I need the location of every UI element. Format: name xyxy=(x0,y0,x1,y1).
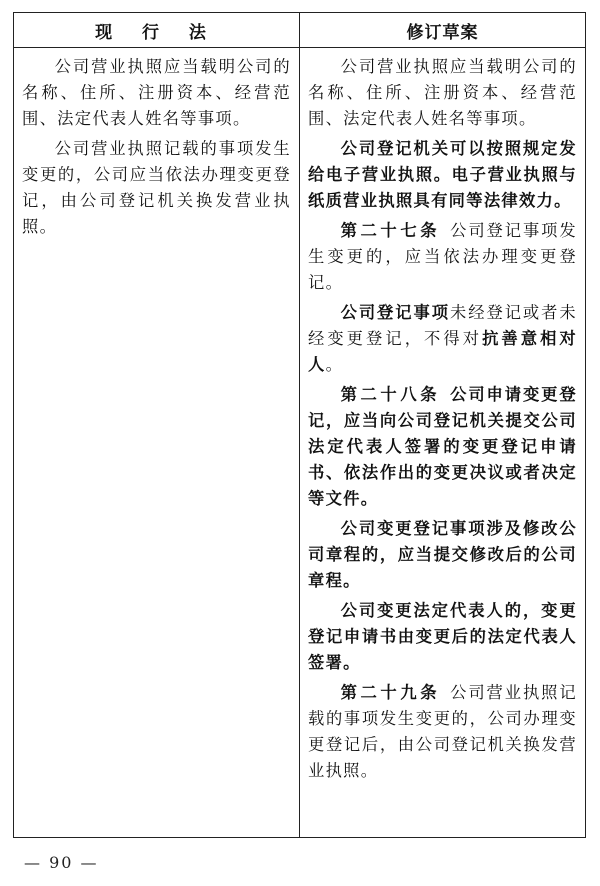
draft-paragraph: 公司营业执照应当载明公司的名称、住所、注册资本、经营范围、法定代表人姓名等事项。 xyxy=(308,57,577,128)
current-law-paragraph: 公司营业执照记载的事项发生变更的，公司应当依法办理变更登记，由公司登记机关换发营业执照。 xyxy=(22,139,291,236)
bold-text: 抗善意相对人 xyxy=(308,329,577,374)
draft-article-28 xyxy=(308,382,577,512)
draft-paragraph-new: 公司登记机关可以按照规定发给电子营业执照。电子营业执照与纸质营业执照具有同等法律效力。 xyxy=(308,139,577,210)
revision-draft-column xyxy=(300,48,585,838)
header-current-law: 现 行 法 xyxy=(14,13,300,47)
draft-paragraph xyxy=(308,300,577,378)
plain-text: 未经登记或者未经变更登记，不得对 xyxy=(308,303,577,348)
draft-article-29 xyxy=(308,680,577,784)
bold-text: 公司登记事项 xyxy=(340,303,450,322)
draft-article-27 xyxy=(308,218,577,296)
comparison-table xyxy=(13,12,586,838)
page-number: — 90 — xyxy=(24,853,99,872)
article-text: 公司营业执照记载的事项发生变更的，公司办理变更登记后，由公司登记机关换发营业执照。 xyxy=(308,683,577,780)
article-text: 公司申请变更登记，应当向公司登记机关提交公司法定代表人签署的变更登记申请书、依法作出的变更决议或者决定等文件。 xyxy=(308,385,577,508)
plain-text: 。 xyxy=(325,355,344,374)
header-revision-draft: 修订草案 xyxy=(406,22,479,43)
article-number: 第二十九条 xyxy=(340,683,441,702)
draft-paragraph-new: 公司变更法定代表人的，变更登记申请书由变更后的法定代表人签署。 xyxy=(308,601,577,672)
article-text: 公司登记事项发生变更的，应当依法办理变更登记。 xyxy=(308,221,577,292)
current-law-column xyxy=(14,48,300,838)
table-header xyxy=(14,13,585,48)
article-number: 第二十八条 xyxy=(340,385,441,404)
draft-paragraph-new: 公司变更登记事项涉及修改公司章程的，应当提交修改后的公司章程。 xyxy=(308,519,577,590)
article-number: 第二十七条 xyxy=(340,221,441,240)
current-law-paragraph: 公司营业执照应当载明公司的名称、住所、注册资本、经营范围、法定代表人姓名等事项。 xyxy=(22,57,291,128)
table-body xyxy=(14,48,585,838)
